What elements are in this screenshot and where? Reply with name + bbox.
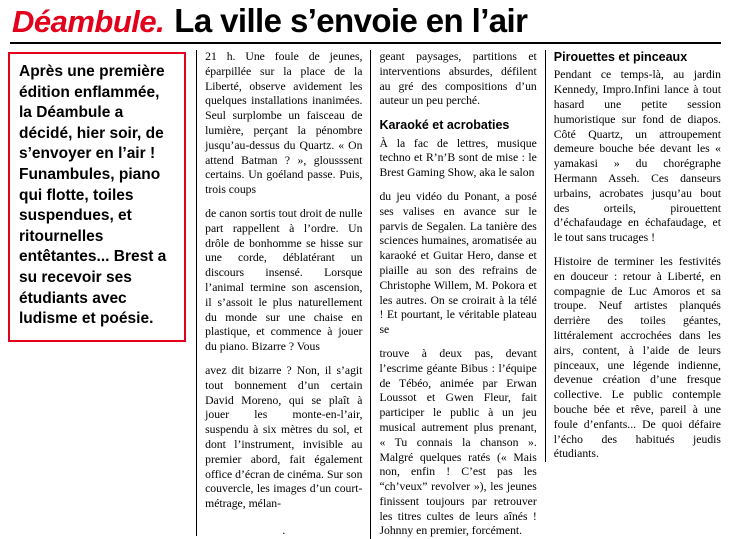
body-paragraph: 21 h. Une foule de jeunes, éparpillée sur la place de la Liberté, observe avidement les quelques installations inanimées. Seul surplombe un faisceau de lumière, perçant la pénombre jusqu’au-dessus du Quartz. « On attend Batman ? », glousssent certains. Un goéland passe. Puis, trois coups xyxy=(205,50,363,197)
subheading-pirouettes: Pirouettes et pinceaux xyxy=(553,50,688,64)
headline-kicker: Déambule. xyxy=(12,4,165,39)
article-columns xyxy=(8,50,723,538)
body-paragraph: geant paysages, partitions et interventions absurdes, défilent au gré des compositions d’un auteur un peu perché. xyxy=(379,50,537,108)
lead-paragraph: Après une première édition enflammée, la Déambule a décidé, hier soir, de s’envoyer en l’air ! Funambules, piano qui flotte, toiles suspendues, et ritournelles entêtantes... Brest a su recevoir ses étudiants avec ludisme et poésie. xyxy=(19,63,167,328)
body-paragraph: de canon sortis tout droit de nulle part rappellent à l’ordre. Un drôle de bonhomme se hisse sur une corde, déblatérant un discours insensé. Lorsque l’animal termine son ascension, il s’assoit le plus naturellement du monde sur une chaise en plastique, et commence à jouer du piano. Bizarre ? Vous xyxy=(205,206,363,354)
header-divider xyxy=(10,42,721,44)
body-paragraph: À la fac de lettres, musique techno et R’n’B sont de mise : le Brest Gaming Show, aka le salon xyxy=(379,136,537,180)
headline xyxy=(8,4,723,39)
column-end-mark: . xyxy=(282,522,286,537)
column-three xyxy=(370,50,544,539)
body-paragraph: Pendant ce temps-là, au jardin Kennedy, Impro.Infini lance à tout hasard une petite session humoristique sur fond de diapos. Côté Quartz, un attroupement demeure bouche bée devant les « yamakasi » du chorégraphe Hermann Asseh. Ces danseurs urbains, acrobates jusqu’au bout des orteils, pirouettent d’échafaudage en échafaudage, et le tout sans trucages ! xyxy=(553,68,721,245)
body-paragraph: Histoire de terminer les festivités en douceur : retour à Liberté, en compagnie de Luc Amoros et sa troupe. Neuf artistes planqués derrière des toiles géantes, littéralement accrochées dans les airs, content, à l’aide de leurs pinceaux, une légende indienne, devenue création d’une fresque collective. Le public contemple bouche bée et rêve, pareil à une foule d’enfants... De quoi défaire l’écho des habitués jeudis étudiants. xyxy=(553,254,721,461)
page-title: La ville s’envoie en l’air xyxy=(174,2,528,39)
body-paragraph: trouve à deux pas, devant l’escrime géante Bibus : l’équipe de Tébéo, animée par Erwan Loussot et Gwen Fleur, fait participer le public à un jeu musical autrement plus prenant, « Tu connais la chanson ». Malgré quelques ratés (« Mais non, enfin ! C’est pas les “ch’veux” revolver »), les jeunes finissent toujours par retrouver les titres cultes de leurs aînés ! Johnny en premier, forcément. xyxy=(379,346,537,538)
body-paragraph: avez dit bizarre ? Non, il s’agit tout bonnement d’un certain David Moreno, qui se plaît à jouer les monte-en-l’air, suspendu à six mètres du sol, et dont l’instrument, invisible au premier abord, fait également office d’écran de cinéma. Sur son couvercle, les images d’un court-métrage, mélan- xyxy=(205,363,363,511)
column-two xyxy=(196,50,370,536)
column-lead xyxy=(8,50,196,342)
body-paragraph: du jeu vidéo du Ponant, a posé ses valises en avance sur le parvis de Segalen. La tanière des sciences humaines, aromatisée au karaoké et Guitar Hero, danse et piaille au son des refrains de Christophe Willem, M. Pokora et les autres. On se croirait à la télé ! Et pourtant, le véritable plateau se xyxy=(379,189,537,337)
lead-paragraph-box xyxy=(8,52,186,342)
subheading-karaoke: Karaoké et acrobaties xyxy=(379,118,510,133)
column-four xyxy=(545,50,723,462)
